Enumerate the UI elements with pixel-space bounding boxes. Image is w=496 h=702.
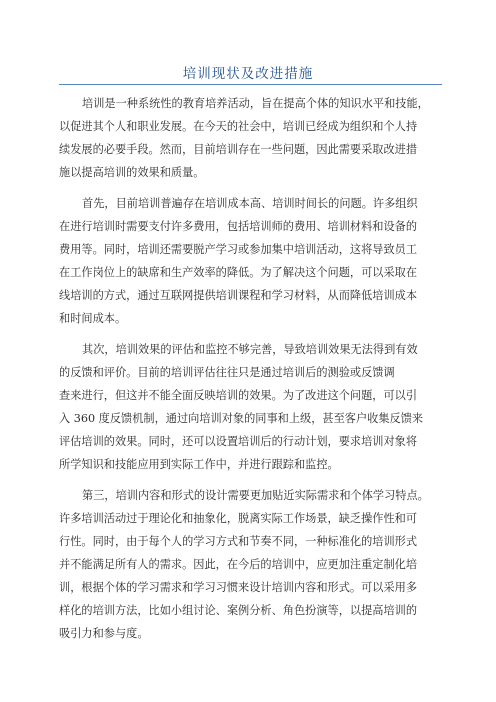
text-line: 在进行培训时需要支付许多费用，包括培训师的费用、培训材料和设备的 [59, 220, 418, 233]
text-line: 第三，培训内容和形式的设计需要更加贴近实际需求和个体学习特点。 [82, 489, 429, 502]
paragraph-second [59, 338, 447, 476]
text-line: 的反馈和评价。目前的培训评估往往只是通过培训后的测验或反馈调 [59, 366, 395, 379]
paragraph-intro [59, 92, 447, 184]
text-line: 首先，目前培训普遍存在培训成本高、培训时间长的问题。许多组织 [82, 197, 418, 210]
text-line: 和时间成本。 [59, 312, 127, 325]
text-line: 培训是一种系统性的教育培养活动，旨在提高个体的知识水平和技能， [82, 97, 429, 110]
text-line: 线培训的方式，通过互联网提供培训课程和学习材料，从而降低培训成本 [59, 289, 418, 302]
text-line: 续发展的必要手段。然而，目前培训存在一些问题，因此需要采取改进措 [59, 143, 418, 156]
text-line: 在工作岗位上的缺席和生产效率的降低。为了解决这个问题，可以采取在 [59, 266, 418, 279]
text-line: 施以提高培训的效果和质量。 [59, 166, 205, 179]
text-line: 许多培训活动过于理论化和抽象化，脱离实际工作场景，缺乏操作性和可 [59, 512, 418, 525]
text-line: 所学知识和技能应用到实际工作中，并进行跟踪和监控。 [59, 458, 339, 471]
page-title: 培训现状及改进措施 [182, 66, 314, 82]
paragraph-first [59, 192, 447, 330]
paragraph-third [59, 484, 447, 645]
text-line: 并不能满足所有人的需求。因此，在今后的培训中，应更加注重定制化培 [59, 558, 418, 571]
text-line: 查来进行，但这并不能全面反映培训的效果。为了改进这个问题，可以引 [59, 389, 418, 402]
text-line: 评估培训的效果。同时，还可以设置培训后的行动计划，要求培训对象将 [59, 435, 418, 448]
text-line: 训，根据个体的学习需求和学习习惯来设计培训内容和形式。可以采用多 [59, 581, 418, 594]
text-line: 其次，培训效果的评估和监控不够完善，导致培训效果无法得到有效 [82, 343, 418, 356]
text-line: 以促进其个人和职业发展。在今天的社会中，培训已经成为组织和个人持 [59, 120, 418, 133]
text-line: 样化的培训方法，比如小组讨论、案例分析、角色扮演等，以提高培训的 [59, 604, 418, 617]
text-line: 吸引力和参与度。 [59, 627, 149, 640]
title-divider [59, 84, 442, 85]
text-line: 入 360 度反馈机制，通过向培训对象的同事和上级，甚至客户收集反馈来 [59, 412, 424, 425]
text-line: 费用等。同时，培训还需要脱产学习或参加集中培训活动，这将导致员工 [59, 243, 418, 256]
text-line: 行性。同时，由于每个人的学习方式和节奏不同，一种标准化的培训形式 [59, 535, 418, 548]
